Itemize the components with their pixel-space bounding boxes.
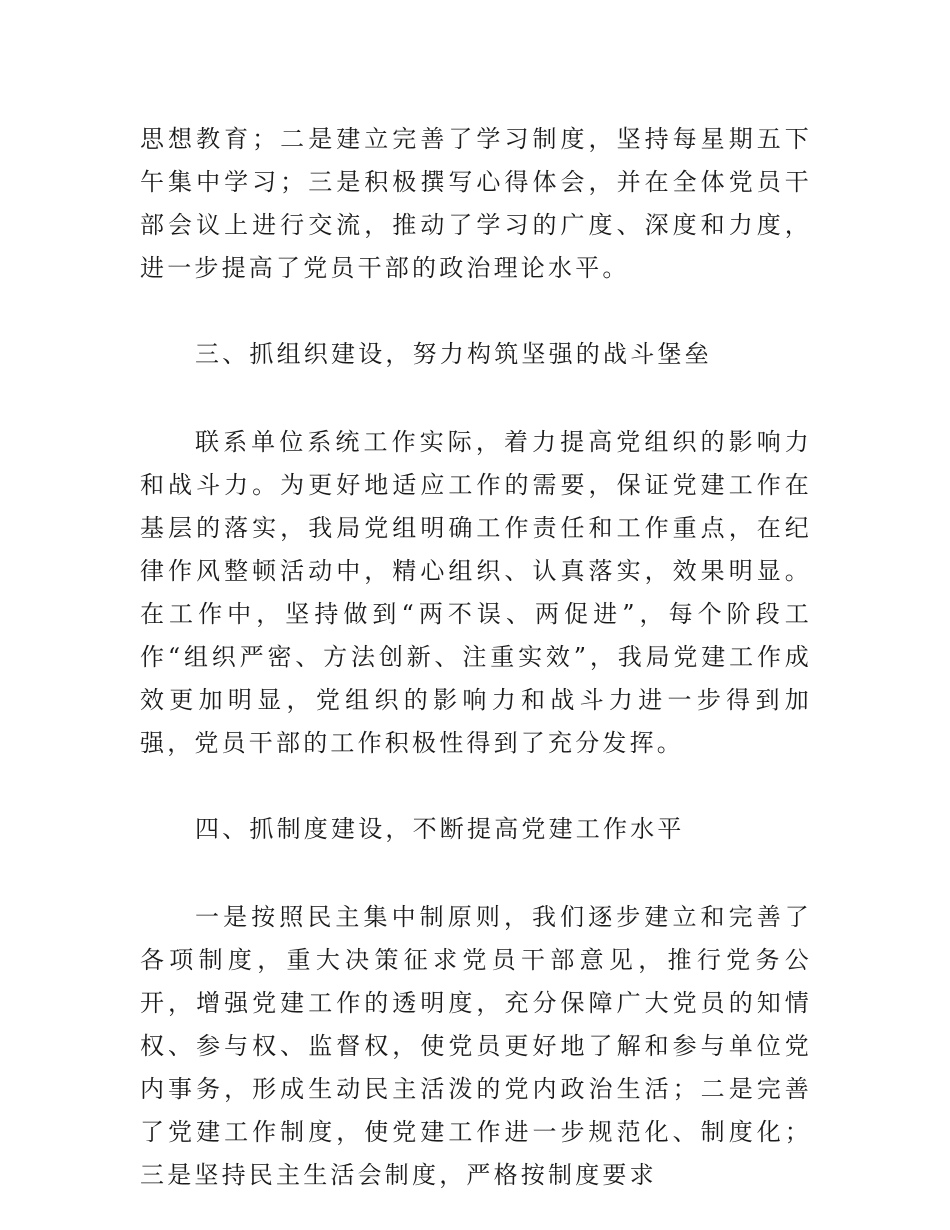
document-page	[140, 118, 812, 1197]
section-heading-organization: 三、抓组织建设，努力构筑坚强的战斗堡垒	[195, 340, 712, 368]
paragraph-system-building: 一是按照民主集中制原则，我们逐步建立和完善了各项制度，重大决策征求党员干部意见，推行党务公开，增强党建工作的透明度，充分保障广大党员的知情权、参与权、监督权，使党员更好地了解和参与单位党内事务，形成生动民主活泼的党内政治生活；二是完善了党建工作制度，使党建工作进一步规范化、制度化；三是坚持民主生活会制度，严格按制度要求	[140, 903, 812, 1189]
paragraph-organization-building: 联系单位系统工作实际，着力提高党组织的影响力和战斗力。为更好地适应工作的需要，保证党建工作在基层的落实，我局党组明确工作责任和工作重点，在纪律作风整顿活动中，精心组织、认真落实，效果明显。在工作中，坚持做到“两不误、两促进”，每个阶段工作“组织严密、方法创新、注重实效”，我局党建工作成效更加明显，党组织的影响力和战斗力进一步得到加强，党员干部的工作积极性得到了充分发挥。	[140, 428, 812, 757]
section-heading-system-building: 四、抓制度建设，不断提高党建工作水平	[195, 815, 685, 843]
paragraph-study-system: 思想教育；二是建立完善了学习制度，坚持每星期五下午集中学习；三是积极撰写心得体会，并在全体党员干部会议上进行交流，推动了学习的广度、深度和力度，进一步提高了党员干部的政治理论水平。	[140, 125, 812, 282]
